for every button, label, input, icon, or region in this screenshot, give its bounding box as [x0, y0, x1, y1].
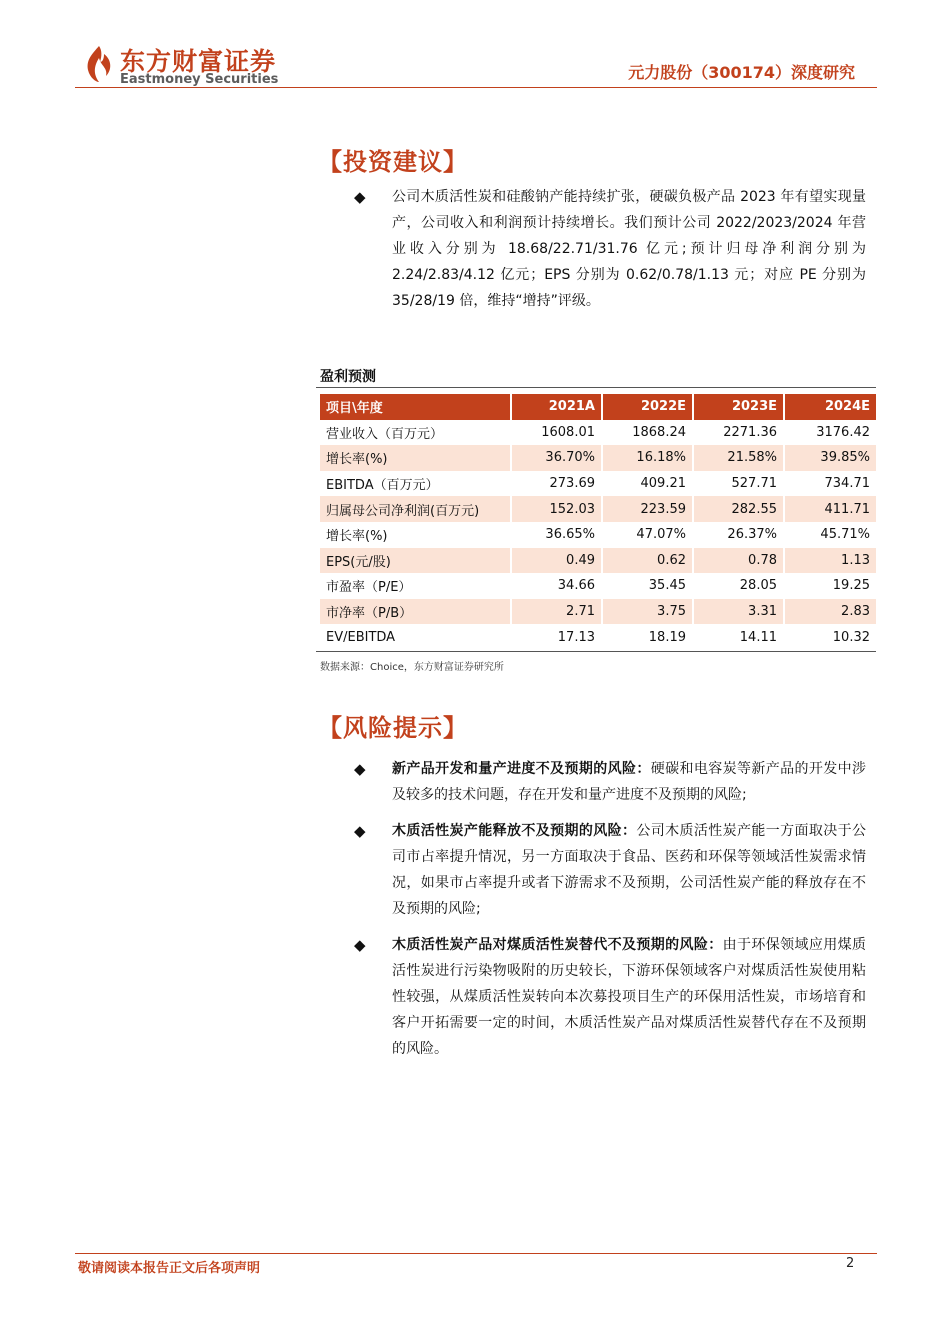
- value-cell: 39.85%: [783, 445, 876, 471]
- footer-disclaimer: 敬请阅读本报告正文后各项声明: [78, 1261, 261, 1276]
- value-cell: 45.71%: [783, 522, 876, 548]
- risk-text: [392, 818, 866, 922]
- value-cell: 17.13: [510, 624, 601, 650]
- value-cell: 527.71: [692, 471, 783, 497]
- risk-title: 木质活性炭产品对煤质活性炭替代不及预期的风险：: [392, 937, 723, 953]
- footer-divider: [75, 1253, 877, 1254]
- report-title: 元力股份（300174）深度研究: [628, 63, 855, 82]
- risk-title: 木质活性炭产能释放不及预期的风险：: [392, 823, 637, 839]
- value-cell: 10.32: [783, 624, 876, 650]
- risk-body: 公司木质活性炭产能一方面取决于公司市占率提升情况，另一方面取决于食品、医药和环保等领域活性炭需求情况，如果市占率提升或者下游需求不及预期，公司活性炭产能的释放存在不及预期的风险;: [392, 823, 866, 917]
- row-label-cell: 增长率(%): [320, 445, 510, 471]
- table-row: [320, 624, 876, 650]
- risk-text: [392, 932, 866, 1062]
- value-cell: 1.13: [783, 548, 876, 574]
- value-cell: 28.05: [692, 573, 783, 599]
- value-cell: 152.03: [510, 496, 601, 522]
- value-cell: 34.66: [510, 573, 601, 599]
- row-label-cell: EV/EBITDA: [326, 629, 396, 645]
- table-row: [320, 522, 876, 548]
- table-header-cell: 2022E: [601, 394, 692, 420]
- value-cell: 35.45: [601, 573, 692, 599]
- table-body: [320, 420, 876, 650]
- value-cell: 18.19: [601, 624, 692, 650]
- value-cell: 1608.01: [510, 420, 601, 446]
- risk-title: 新产品开发和量产进度不及预期的风险：: [392, 761, 651, 777]
- table-row: [320, 496, 876, 522]
- row-label-cell: 市盈率（P/E）: [326, 580, 412, 596]
- value-cell: 0.62: [601, 548, 692, 574]
- value-cell: 14.11: [692, 624, 783, 650]
- company-logo: [82, 40, 282, 92]
- row-label-cell: 增长率(%): [326, 529, 388, 545]
- risk-heading: 【风险提示】: [318, 714, 468, 742]
- value-cell: 1868.24: [601, 420, 692, 446]
- row-label-cell: 营业收入（百万元）: [326, 426, 444, 442]
- value-cell: 2271.36: [692, 420, 783, 446]
- table-header-cell: 2021A: [510, 394, 601, 420]
- risk-body: 硬碳和电容炭等新产品的开发中涉及较多的技术问题，存在开发和量产进度不及预期的风险;: [392, 761, 866, 803]
- value-cell: 36.65%: [510, 522, 601, 548]
- value-cell: 36.70%: [510, 445, 601, 471]
- table-bottom-rule: [316, 651, 876, 652]
- table-header-row: [320, 394, 876, 420]
- diamond-bullet-icon: ◆: [354, 760, 366, 778]
- value-cell: 273.69: [510, 471, 601, 497]
- value-cell: 19.25: [783, 573, 876, 599]
- table-header-cell: 2023E: [692, 394, 783, 420]
- value-cell: 409.21: [601, 471, 692, 497]
- brand-name-cn: 东方财富证券: [120, 47, 277, 76]
- value-cell: 282.55: [692, 496, 783, 522]
- table-title: 盈利预测: [320, 369, 376, 385]
- row-label-cell: 市净率（P/B）: [320, 599, 510, 625]
- diamond-bullet-icon: ◆: [354, 188, 366, 206]
- row-label-cell: 归属母公司净利润(百万元): [320, 496, 510, 522]
- table-row: [320, 573, 876, 599]
- value-cell: 3176.42: [783, 420, 876, 446]
- row-label-cell: EBITDA（百万元）: [326, 478, 439, 494]
- table-row: [320, 471, 876, 497]
- value-cell: 16.18%: [601, 445, 692, 471]
- risk-body: 由于环保领域应用煤质活性炭进行污染物吸附的历史较长，下游环保领域客户对煤质活性炭使用粘性较强，从煤质活性炭转向本次募投项目生产的环保用活性炭，市场培育和客户开拓需要一定的时间，木质活性炭产品对煤质活性炭替代存在不及预期的风险。: [392, 937, 866, 1057]
- investment-heading: 【投资建议】: [318, 148, 468, 176]
- value-cell: 0.49: [510, 548, 601, 574]
- row-label-cell: EPS(元/股): [320, 548, 510, 574]
- value-cell: 3.31: [692, 599, 783, 625]
- value-cell: 2.83: [783, 599, 876, 625]
- investment-text: 公司木质活性炭和硅酸钠产能持续扩张，硬碳负极产品 2023 年有望实现量产，公司收入和利润预计持续增长。我们预计公司 2022/2023/2024 年营业收入分别为 18.68/22.71/31.76 亿元;预计归母净利润分别为 2.24/2.83/4.12 亿元；EPS 分别为 0.62/0.78/1.13 元；对应 PE 分别为 35/28/19 倍，维持“增持”评级。: [392, 189, 866, 309]
- diamond-bullet-icon: ◆: [354, 936, 366, 954]
- value-cell: 411.71: [783, 496, 876, 522]
- table-row: [320, 445, 876, 471]
- table-row: [320, 420, 876, 446]
- table-source-note: 数据来源：Choice，东方财富证券研究所: [320, 662, 504, 673]
- value-cell: 3.75: [601, 599, 692, 625]
- value-cell: 21.58%: [692, 445, 783, 471]
- value-cell: 2.71: [510, 599, 601, 625]
- table-row: [320, 548, 876, 574]
- value-cell: 734.71: [783, 471, 876, 497]
- page-number: 2: [846, 1256, 855, 1271]
- brand-name-en: Eastmoney Securities: [120, 72, 279, 87]
- table-row: [320, 599, 876, 625]
- risk-text: [392, 756, 866, 808]
- flame-logo-icon: [82, 44, 116, 84]
- value-cell: 47.07%: [601, 522, 692, 548]
- value-cell: 0.78: [692, 548, 783, 574]
- table-header-cell: 2024E: [783, 394, 876, 420]
- forecast-table: [320, 394, 876, 650]
- table-header-cell: 项目\年度: [320, 394, 510, 420]
- value-cell: 223.59: [601, 496, 692, 522]
- table-top-rule: [316, 387, 876, 388]
- header-divider: [75, 87, 877, 88]
- diamond-bullet-icon: ◆: [354, 822, 366, 840]
- value-cell: 26.37%: [692, 522, 783, 548]
